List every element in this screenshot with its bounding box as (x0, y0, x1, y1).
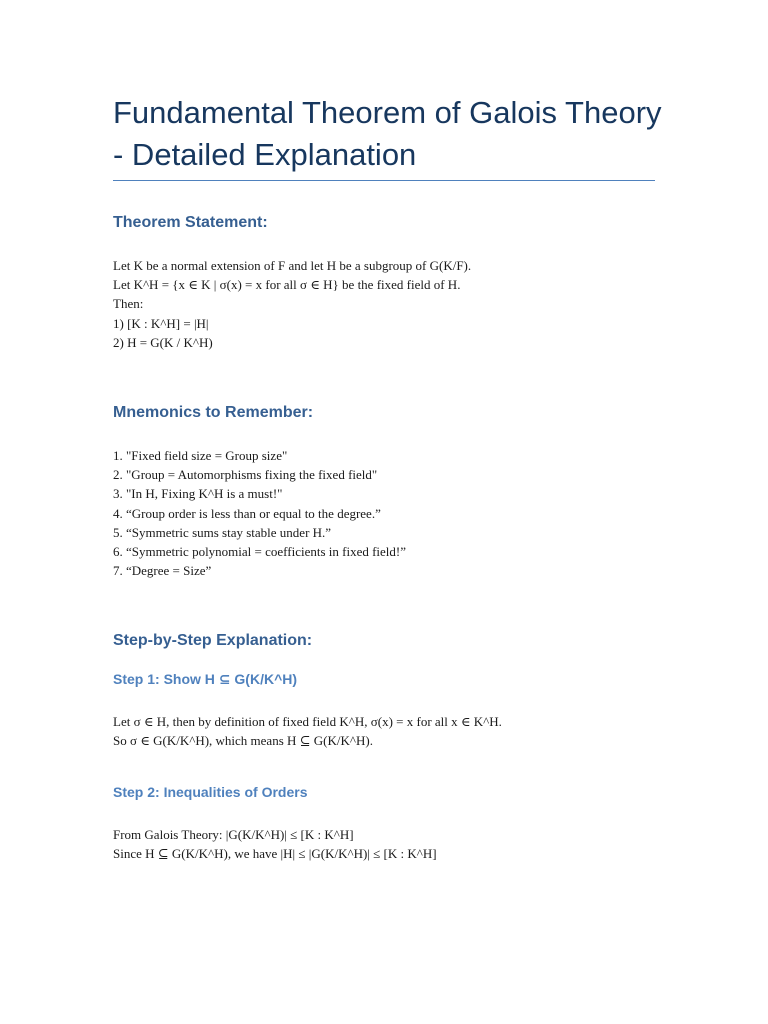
step2-heading: Step 2: Inequalities of Orders (113, 784, 308, 800)
mnemonic-item: 5. “Symmetric sums stay stable under H.” (113, 524, 332, 540)
mnemonics-list (113, 446, 673, 580)
theorem-line: Then: (113, 296, 144, 312)
step2-line: From Galois Theory: |G(K/K^H)| ≤ [K : K^H] (113, 827, 354, 842)
theorem-line: Let K be a normal extension of F and let H be a subgroup of G(K/F). (113, 258, 472, 273)
step1-paragraph (113, 712, 673, 750)
steps-heading: Step-by-Step Explanation: (113, 632, 313, 649)
step1-heading: Step 1: Show H ⊆ G(K/K^H) (113, 671, 298, 687)
step1-line: So σ ∈ G(K/K^H), which means H ⊆ G(K/K^H). (113, 733, 373, 749)
mnemonic-item: 2. "Group = Automorphisms fixing the fixed field" (113, 467, 378, 483)
theorem-paragraph (113, 256, 673, 352)
mnemonic-item: 1. "Fixed field size = Group size" (113, 448, 288, 463)
theorem-line: 2) H = G(K / K^H) (113, 334, 213, 350)
document-title: Fundamental Theorem of Galois Theory - Detailed Explanation (113, 95, 662, 172)
mnemonic-item: 3. "In H, Fixing K^H is a must!" (113, 486, 283, 502)
theorem-heading: Theorem Statement: (113, 214, 268, 231)
mnemonic-item: 4. “Group order is less than or equal to the degree.” (113, 505, 381, 521)
step2-line: Since H ⊆ G(K/K^H), we have |H| ≤ |G(K/K^H)| ≤ [K : K^H] (113, 846, 437, 862)
step2-paragraph (113, 825, 673, 863)
theorem-line: Let K^H = {x ∈ K | σ(x) = x for all σ ∈ H} be the fixed field of H. (113, 277, 461, 293)
mnemonic-item: 6. “Symmetric polynomial = coefficients in fixed field!” (113, 544, 407, 560)
mnemonics-heading: Mnemonics to Remember: (113, 404, 314, 421)
theorem-line: 1) [K : K^H] = |H| (113, 315, 209, 331)
step1-line: Let σ ∈ H, then by definition of fixed field K^H, σ(x) = x for all x ∈ K^H. (113, 714, 502, 729)
title-divider (113, 180, 655, 181)
mnemonic-item: 7. “Degree = Size” (113, 563, 212, 579)
